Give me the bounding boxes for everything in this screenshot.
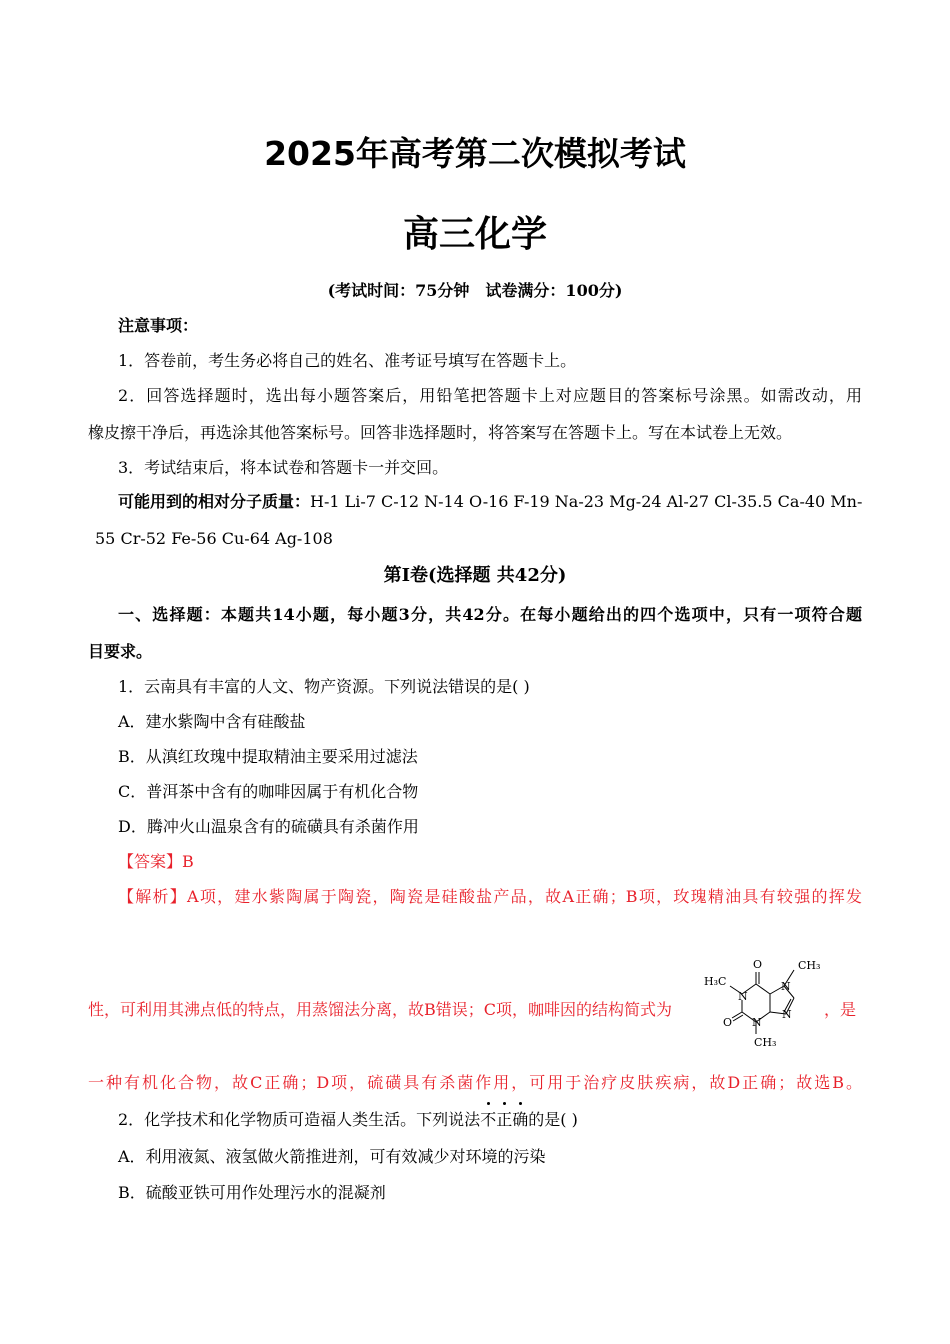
structure-o-top: O bbox=[753, 958, 763, 971]
notice-item-2-line-2: 橡皮擦干净后，再选涂其他答案标号。回答非选择题时，将答案写在答题卡上。写在本试卷上无效。 bbox=[88, 423, 793, 442]
question-2-option-a: A．利用液氮、液氢做火箭推进剂，可有效减少对环境的污染 bbox=[118, 1147, 546, 1166]
emphasis-char-1 bbox=[480, 1110, 496, 1130]
structure-o-left: O bbox=[723, 1016, 733, 1029]
caffeine-structure bbox=[702, 954, 830, 1050]
question-2-option-b: B．硫酸亚铁可用作处理污水的混凝剂 bbox=[118, 1183, 386, 1202]
analysis-line-2-text: 性，可利用其沸点低的特点，用蒸馏法分离，故B错误；C项，咖啡因的结构简式为 bbox=[88, 1000, 673, 1019]
question-2-stem-start: 2．化学技术和化学物质可造福人类生活。下列说法 bbox=[118, 1110, 481, 1129]
question-1-option-d: D．腾冲火山温泉含有的硫磺具有杀菌作用 bbox=[118, 817, 419, 836]
exam-info: (考试时间：75分钟 试卷满分：100分) bbox=[327, 281, 623, 300]
molar-mass-line-1 bbox=[118, 492, 862, 512]
notice-item-1: 1．答卷前，考生务必将自己的姓名、准考证号填写在答题卡上。 bbox=[118, 351, 577, 370]
question-1-stem: 1．云南具有丰富的人文、物产资源。下列说法错误的是( ) bbox=[118, 677, 530, 696]
question-2-stem bbox=[118, 1110, 862, 1130]
notice-item-2-line-1: 2．回答选择题时，选出每小题答案后，用铅笔把答题卡上对应题目的答案标号涂黑。如需改动，用 bbox=[118, 386, 862, 405]
question-1-option-b: B．从滇红玫瑰中提取精油主要采用过滤法 bbox=[118, 747, 418, 766]
subject-title: 高三化学 bbox=[402, 214, 547, 255]
question-2-stem-end: 的是( ) bbox=[528, 1110, 578, 1129]
structure-n1: N bbox=[738, 990, 748, 1003]
molar-mass-values: H-1 Li-7 C-12 N-14 O-16 F-19 Na-23 Mg-24 Al-27 Cl-35.5 Ca-40 Mn- bbox=[310, 492, 863, 511]
structure-ch3-bottom: CH₃ bbox=[754, 1036, 777, 1049]
emphasis-dot bbox=[519, 1102, 522, 1105]
structure-ch3-top: CH₃ bbox=[798, 959, 821, 972]
question-1-answer: 【答案】B bbox=[118, 852, 194, 871]
question-1-option-c: C．普洱茶中含有的咖啡因属于有机化合物 bbox=[118, 782, 419, 801]
emphasis-char-text: 正 bbox=[496, 1110, 513, 1129]
question-1-analysis-line-1: 【解析】A项，建水紫陶属于陶瓷，陶瓷是硅酸盐产品，故A正确；B项，玫瑰精油具有较强的挥发 bbox=[118, 887, 862, 906]
molar-mass-label: 可能用到的相对分子质量： bbox=[118, 492, 311, 511]
question-1-option-a: A．建水紫陶中含有硅酸盐 bbox=[118, 712, 306, 731]
question-1-analysis-line-3: 一种有机化合物，故C正确；D项，硫磺具有杀菌作用，可用于治疗皮肤疾病，故D正确；故选B。 bbox=[88, 1073, 862, 1092]
molar-mass-line-2: 55 Cr-52 Fe-56 Cu-64 Ag-108 bbox=[95, 529, 333, 548]
structure-n9: N bbox=[782, 1008, 792, 1021]
emphasis-char-2 bbox=[496, 1110, 512, 1130]
analysis-line-2-tail: ，是 bbox=[824, 1000, 857, 1019]
structure-n3: N bbox=[752, 1016, 762, 1029]
notice-heading: 注意事项： bbox=[118, 316, 199, 335]
emphasis-dot bbox=[487, 1102, 490, 1105]
structure-h3c: H₃C bbox=[704, 975, 727, 988]
section-instruction-line-1: 一、选择题：本题共14小题，每小题3分，共42分。在每小题给出的四个选项中，只有一项符合题 bbox=[118, 605, 862, 624]
notice-item-3: 3．考试结束后，将本试卷和答题卡一并交回。 bbox=[118, 458, 449, 477]
emphasis-char-3 bbox=[512, 1110, 528, 1130]
emphasis-dot bbox=[503, 1102, 506, 1105]
section-title: 第Ⅰ卷(选择题 共42分) bbox=[383, 565, 567, 586]
structure-n7: N bbox=[781, 980, 791, 993]
exam-title: 2025年高考第二次模拟考试 bbox=[264, 134, 686, 173]
emphasis-char-text: 不 bbox=[480, 1110, 497, 1129]
emphasis-char-text: 确 bbox=[512, 1110, 529, 1129]
section-instruction-line-2: 目要求。 bbox=[88, 642, 153, 661]
